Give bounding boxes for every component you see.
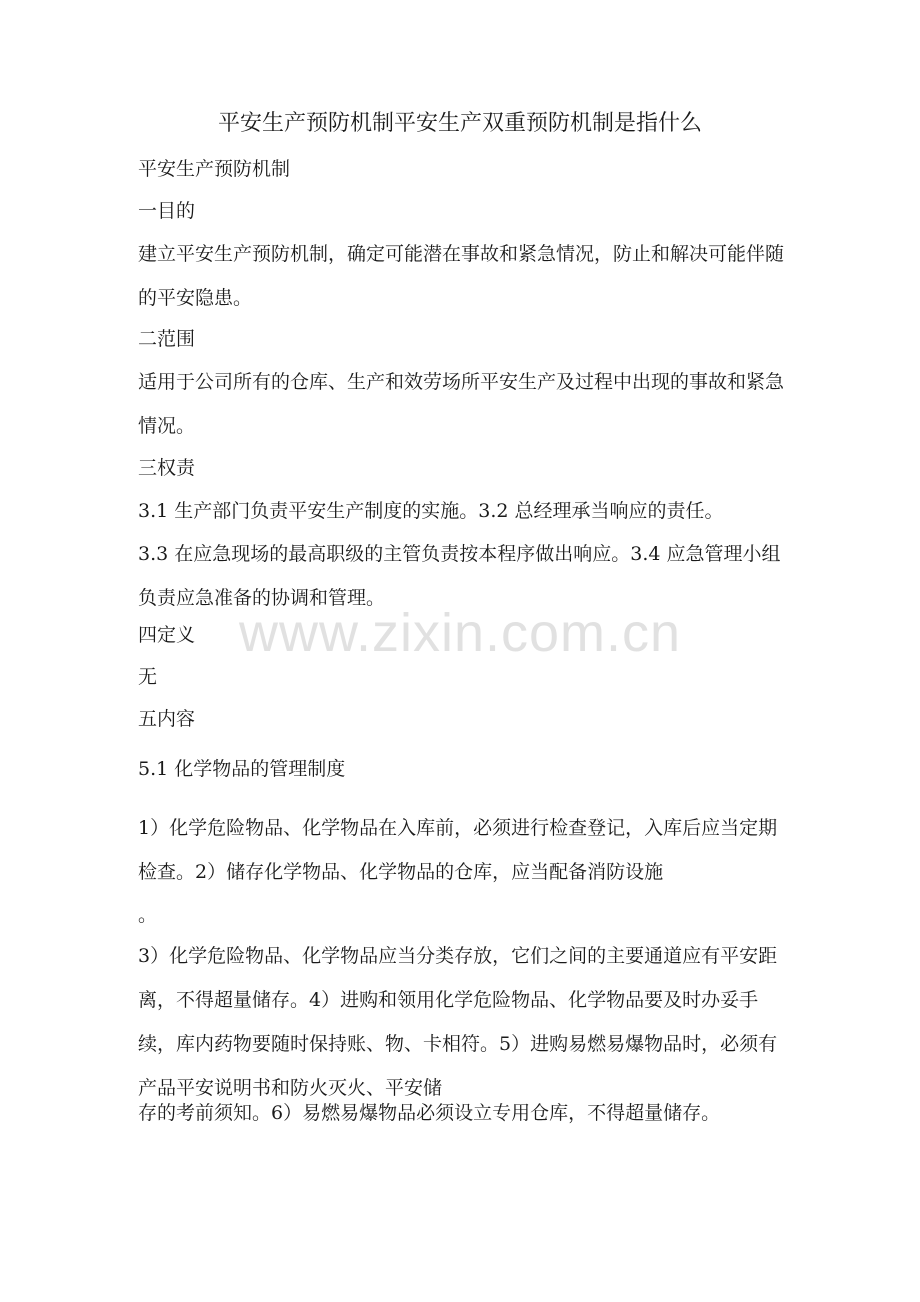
section-body-responsibilities-2: 3.3 在应急现场的最高职级的主管负责按本程序做出响应。3.4 应急管理小组负责应急准备的协调和管理。 <box>138 543 781 609</box>
chemicals-paragraph-2: 3）化学危险物品、化学物品应当分类存放，它们之间的主要通道应有平安距离，不得超量储存。4）进购和领用化学危险物品、化学物品要及时办妥手续，库内药物要随时保持账、物、卡相符。5）进购易燃易爆物品时，必须有产品平安说明书和防火灭火、平安储 <box>138 945 778 1099</box>
section-body-responsibilities-1: 3.1 生产部门负责平安生产制度的实施。3.2 总经理承当响应的责任。 <box>138 500 724 522</box>
section-body-scope: 适用于公司所有的仓库、生产和效劳场所平安生产及过程中出现的事故和紧急情况。 <box>138 371 785 437</box>
section-body-definitions: 无 <box>138 666 158 688</box>
chemicals-paragraph-1-tail: 。 <box>138 904 158 926</box>
chemicals-paragraph-1: 1）化学危险物品、化学物品在入库前，必须进行检查登记，入库后应当定期检查。2）储存化学物品、化学物品的仓库，应当配备消防设施 <box>138 817 778 883</box>
subsection-heading-chemicals: 5.1 化学物品的管理制度 <box>138 758 346 780</box>
document-title: 平安生产预防机制平安生产双重预防机制是指什么 <box>217 111 702 136</box>
document-subtitle: 平安生产预防机制 <box>138 158 291 180</box>
watermark: www.zixin.com.cn <box>238 603 682 663</box>
section-heading-responsibilities: 三权责 <box>138 457 196 479</box>
section-body-purpose: 建立平安生产预防机制，确定可能潜在事故和紧急情况，防止和解决可能伴随的平安隐患。 <box>138 243 785 309</box>
section-heading-content: 五内容 <box>138 708 196 730</box>
section-heading-definitions: 四定义 <box>138 624 196 646</box>
chemicals-paragraph-3: 存的考前须知。6）易燃易爆物品必须设立专用仓库，不得超量储存。 <box>138 1102 721 1124</box>
section-heading-purpose: 一目的 <box>138 200 196 222</box>
section-heading-scope: 二范围 <box>138 328 196 350</box>
